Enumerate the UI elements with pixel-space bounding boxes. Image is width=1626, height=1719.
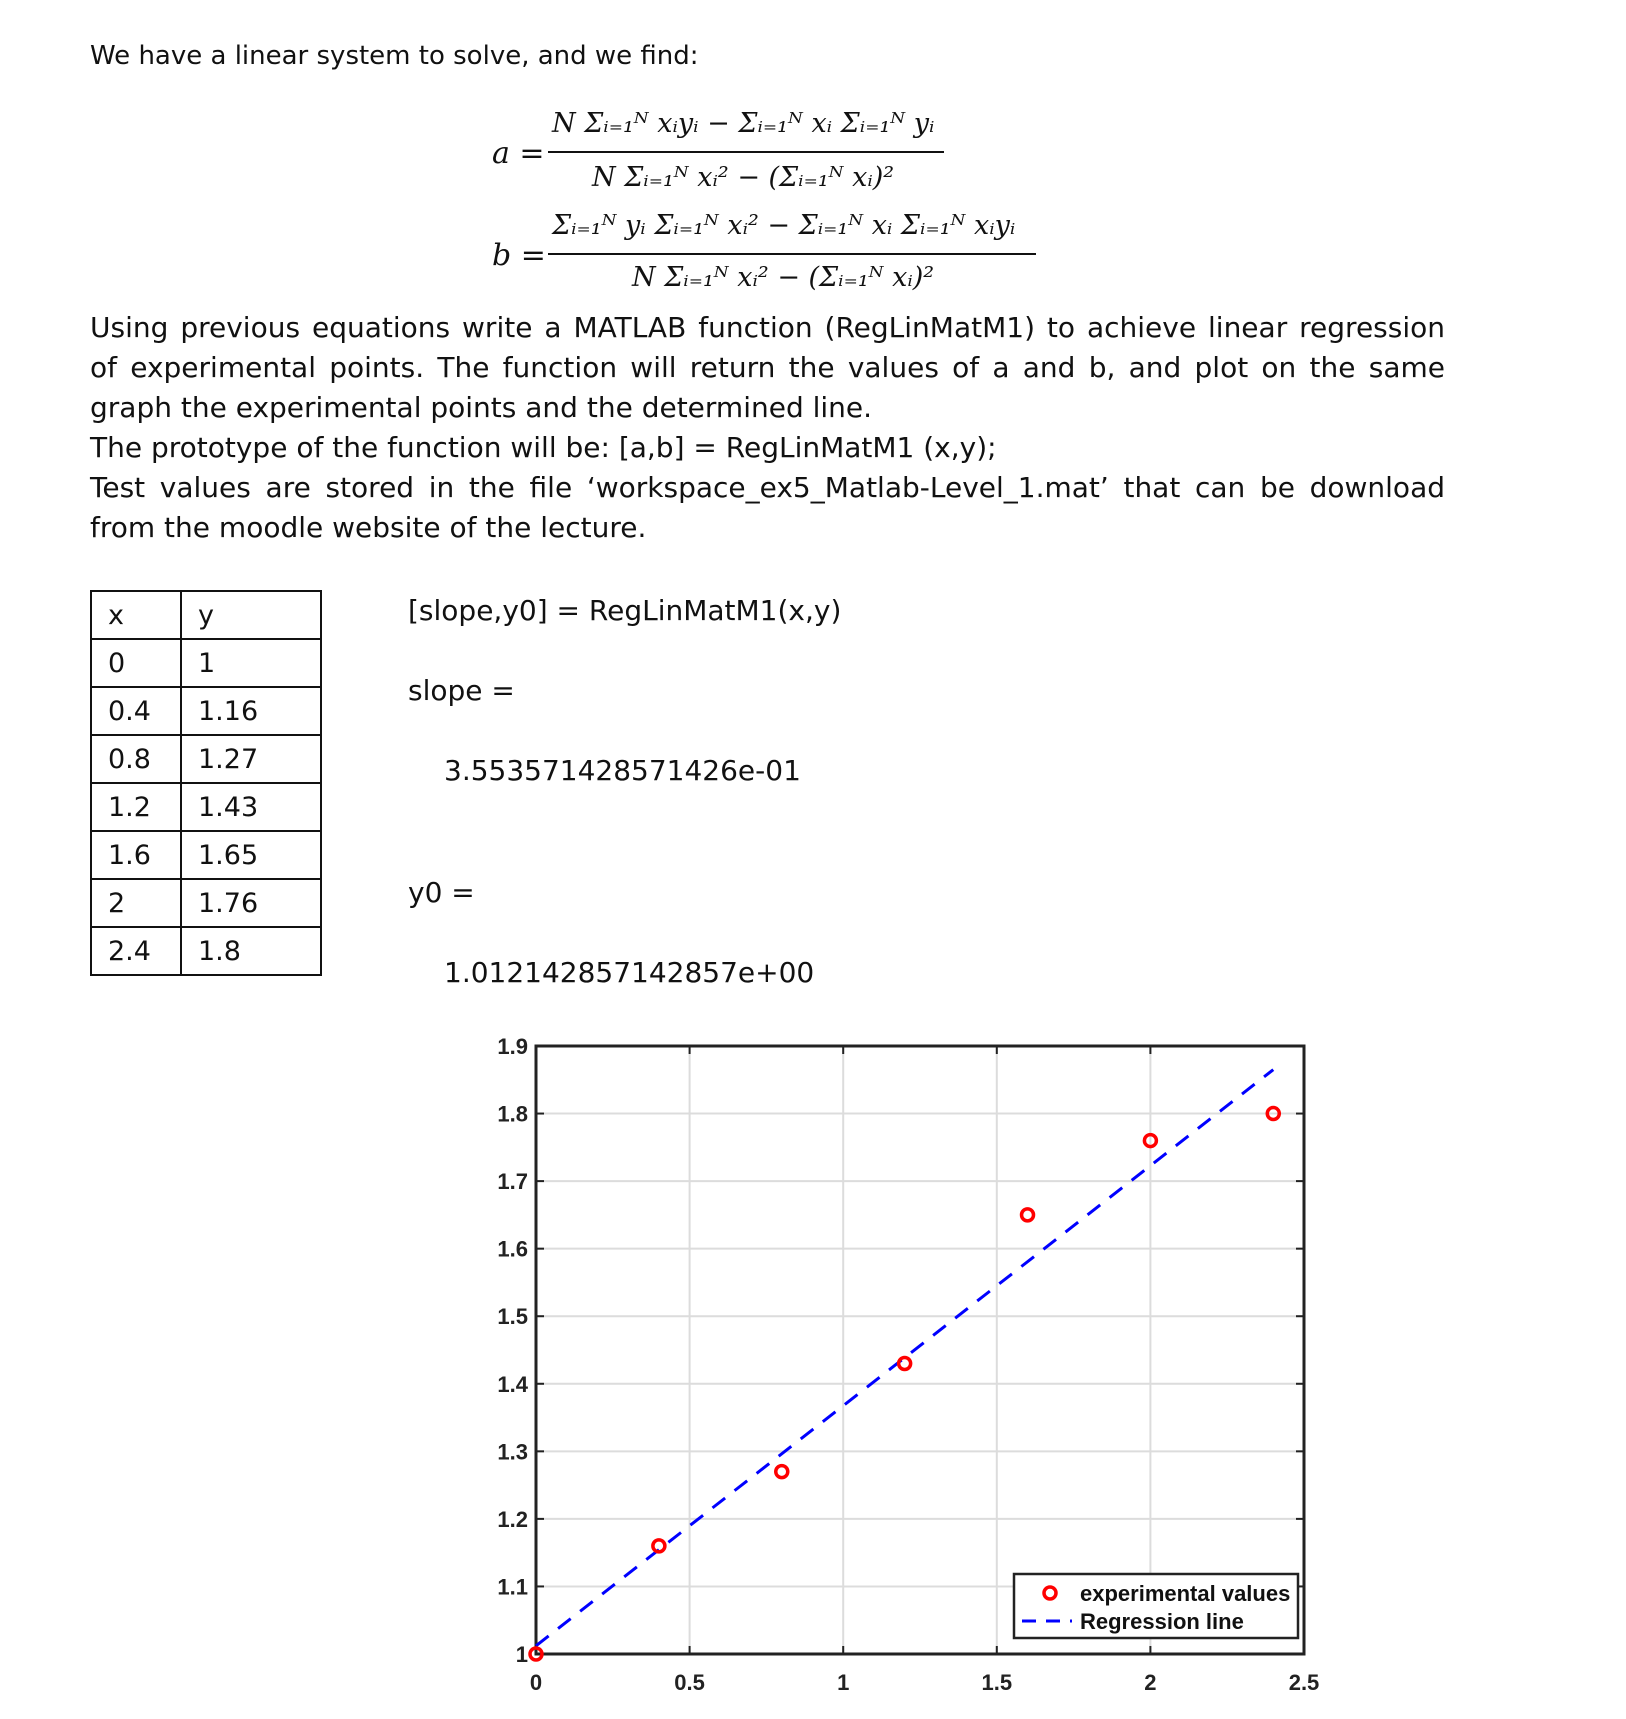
table-row	[91, 879, 321, 927]
legend-label-regression: Regression line	[1080, 1609, 1244, 1634]
table-cell: 2	[91, 879, 181, 927]
y-tick-label: 1.7	[497, 1169, 528, 1195]
table-header-y: y	[181, 591, 321, 639]
eq-a-denominator: N Σᵢ₌₁ᴺ xᵢ² − (Σᵢ₌₁ᴺ xᵢ)²	[592, 162, 895, 193]
x-tick-label: 2	[1144, 1670, 1157, 1695]
table-row	[91, 831, 321, 879]
console-y0-value: 1.012142857142857e+00	[444, 956, 815, 989]
console-slope-label: slope =	[408, 674, 515, 707]
y-tick-label: 1.1	[497, 1574, 528, 1600]
table-cell: 1.16	[181, 687, 321, 735]
table-cell: 1	[181, 639, 321, 687]
eq-b-lhs: b =	[492, 238, 546, 273]
table-cell: 1.65	[181, 831, 321, 879]
instructions-paragraph-2: The prototype of the function will be: [a,b] = RegLinMatM1 (x,y);	[90, 431, 997, 464]
y-tick-label: 1.6	[497, 1236, 528, 1262]
table-cell: 1.27	[181, 735, 321, 783]
console-call: [slope,y0] = RegLinMatM1(x,y)	[408, 594, 842, 627]
console-slope-value: 3.553571428571426e-01	[444, 754, 801, 787]
legend-label-experimental: experimental values	[1080, 1581, 1291, 1606]
table-row	[91, 639, 321, 687]
table-row	[91, 927, 321, 975]
x-tick-label: 1.5	[981, 1670, 1013, 1695]
x-tick-label: 0	[529, 1670, 543, 1695]
intro-text: We have a linear system to solve, and we find:	[90, 41, 699, 71]
table-cell: 1.2	[91, 783, 181, 831]
y-tick-label: 1.2	[497, 1506, 528, 1532]
regression-chart	[470, 1030, 1330, 1710]
table-header-row	[91, 591, 321, 639]
x-tick-label: 0.5	[674, 1670, 705, 1695]
data-table	[90, 590, 322, 976]
y-tick-label: 1.9	[497, 1034, 528, 1059]
eq-a-numerator: N Σᵢ₌₁ᴺ xᵢyᵢ − Σᵢ₌₁ᴺ xᵢ Σᵢ₌₁ᴺ yᵢ	[552, 108, 935, 139]
console-y0-label: y0 =	[408, 876, 475, 909]
y-tick-label: 1.4	[497, 1371, 528, 1397]
table-header-x: x	[91, 591, 181, 639]
eq-b-denominator: N Σᵢ₌₁ᴺ xᵢ² − (Σᵢ₌₁ᴺ xᵢ)²	[632, 262, 935, 293]
y-tick-label: 1.8	[497, 1101, 528, 1127]
table-cell: 0.8	[91, 735, 181, 783]
x-tick-label: 1	[837, 1670, 850, 1695]
table-cell: 1.8	[181, 927, 321, 975]
table-cell: 0	[91, 639, 181, 687]
table-row	[91, 687, 321, 735]
instructions	[90, 308, 1445, 548]
table-cell: 1.6	[91, 831, 181, 879]
y-tick-label: 1	[515, 1642, 528, 1667]
y-tick-label: 1.3	[497, 1439, 528, 1465]
table-row	[91, 735, 321, 783]
x-tick-label: 2.5	[1288, 1670, 1320, 1695]
table-cell: 2.4	[91, 927, 181, 975]
y-tick-label: 1.5	[497, 1304, 528, 1330]
table-cell: 0.4	[91, 687, 181, 735]
instructions-paragraph-3: Test values are stored in the file ‘workspace_ex5_Matlab-Level_1.mat’ that can be download from the moodle website of the lecture.	[90, 471, 1445, 544]
eq-a-lhs: a =	[492, 136, 545, 171]
table-row	[91, 783, 321, 831]
eq-a-fraction-bar	[548, 151, 944, 153]
eq-b-fraction-bar	[548, 253, 1036, 255]
instructions-paragraph-1: Using previous equations write a MATLAB function (RegLinMatM1) to achieve linear regression of experimental points. The function will return the values of a and b, and plot on the same graph the experimental points and the determined line.	[90, 311, 1445, 424]
eq-b-numerator: Σᵢ₌₁ᴺ yᵢ Σᵢ₌₁ᴺ xᵢ² − Σᵢ₌₁ᴺ xᵢ Σᵢ₌₁ᴺ xᵢyᵢ	[552, 210, 1016, 241]
table-cell: 1.43	[181, 783, 321, 831]
table-cell: 1.76	[181, 879, 321, 927]
